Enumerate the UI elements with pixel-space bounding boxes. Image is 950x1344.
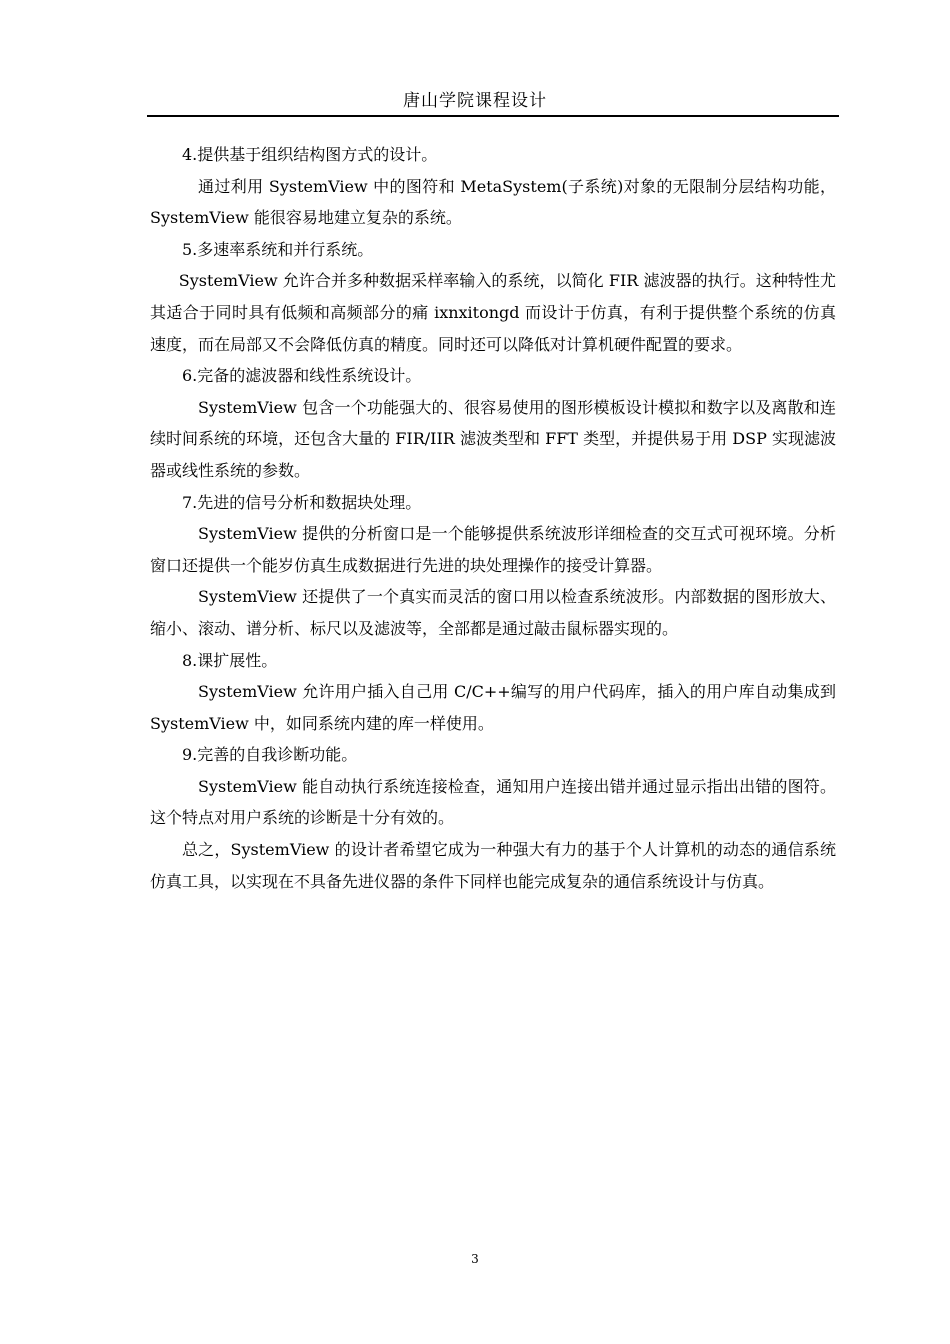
section-heading-6: 6.完备的滤波器和线性系统设计。: [182, 366, 422, 386]
summary-paragraph: 总之，SystemView 的设计者希望它成为一种强大有力的基于个人计算机的动态的通信系统仿真工具，以实现在不具备先进仪器的条件下同样也能完成复杂的通信系统设计与仿真。: [150, 840, 836, 891]
body-paragraph: SystemView 还提供了一个真实而灵活的窗口用以检查系统波形。内部数据的图形放大、缩小、滚动、谱分析、标尺以及滤波等，全部都是通过敲击鼠标器实现的。: [150, 587, 836, 638]
section-heading-7: 7.先进的信号分析和数据块处理。: [182, 492, 422, 512]
header-divider: [147, 115, 839, 117]
section-heading-9: 9.完善的自我诊断功能。: [182, 745, 358, 765]
body-paragraph: SystemView 包含一个功能强大的、很容易使用的图形模板设计模拟和数字以及离散和连续时间系统的环境，还包含大量的 FIR/IIR 滤波类型和 FFT 类型，并提供易于用 DSP 实现滤波器或线性系统的参数。: [150, 397, 836, 480]
body-paragraph: SystemView 能自动执行系统连接检查，通知用户连接出错并通过显示指出出错的图符。这个特点对用户系统的诊断是十分有效的。: [150, 776, 836, 828]
section-heading-4: 4.提供基于组织结构图方式的设计。: [182, 145, 438, 164]
body-paragraph: SystemView 提供的分析窗口是一个能够提供系统波形详细检查的交互式可视环境。分析窗口还提供一个能岁仿真生成数据进行先进的块处理操作的接受计算器。: [150, 524, 836, 575]
section-heading-5: 5.多速率系统和并行系统。: [182, 239, 374, 259]
body-paragraph: SystemView 允许用户插入自己用 C/C++编写的用户代码库，插入的用户库自动集成到 SystemView 中，如同系统内建的库一样使用。: [150, 682, 836, 733]
page-header-title: 唐山学院课程设计: [403, 91, 547, 111]
body-paragraph: 通过利用 SystemView 中的图符和 MetaSystem(子系统)对象的无限制分层结构功能，SystemView 能很容易地建立复杂的系统。: [150, 176, 836, 228]
body-paragraph: SystemView 允许合并多种数据采样率输入的系统，以简化 FIR 滤波器的执行。这种特性尤其适合于同时具有低频和高频部分的痛 ixnxitongd 而设计于仿真，有利于提供整个系统的仿真速度，而在局部又不会降低仿真的精度。同时还可以降低对计算机硬件配置的要求。: [150, 271, 836, 354]
section-heading-8: 8.课扩展性。: [182, 650, 278, 670]
document-body: [150, 139, 836, 897]
page-number: 3: [471, 1252, 479, 1266]
